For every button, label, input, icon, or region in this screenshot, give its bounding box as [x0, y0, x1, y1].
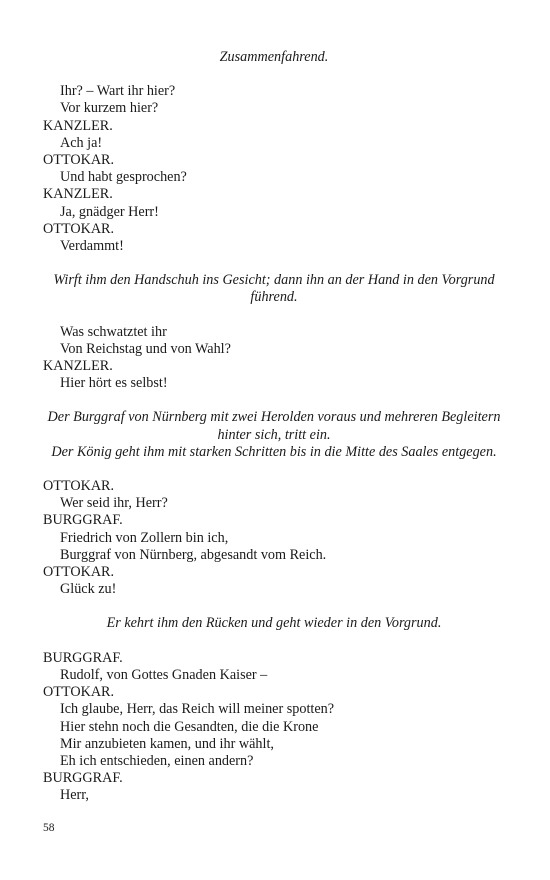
- verse-line: Eh ich entschieden, einen andern?: [60, 752, 254, 769]
- verse-line: Friedrich von Zollern bin ich,: [60, 529, 229, 546]
- verse-line: Glück zu!: [60, 581, 117, 598]
- spacer: [43, 461, 505, 478]
- spacer: [43, 307, 505, 324]
- verse-line: Burggraf von Nürnberg, abgesandt vom Reich.: [60, 546, 327, 563]
- verse-line: Von Reichstag und von Wahl?: [60, 340, 231, 357]
- verse-line: Ich glaube, Herr, das Reich will meiner spotten?: [60, 701, 335, 718]
- verse-line: Verdammt!: [60, 238, 124, 255]
- speaker-name: OTTOKAR.: [43, 564, 115, 581]
- verse-line: Was schwatztet ihr: [60, 323, 167, 340]
- verse-line: Rudolf, von Gottes Gnaden Kaiser –: [60, 666, 268, 683]
- speaker-name: OTTOKAR.: [43, 478, 115, 495]
- play-text: [43, 49, 505, 805]
- verse-line: Ach ja!: [60, 134, 103, 151]
- speaker-name: OTTOKAR.: [43, 152, 115, 169]
- stage-direction: Zusammenfahrend.: [219, 49, 329, 65]
- verse-line: Und habt gesprochen?: [60, 169, 187, 186]
- spacer: [43, 66, 505, 83]
- speaker-name: OTTOKAR.: [43, 220, 115, 237]
- stage-direction: Der König geht ihm mit starken Schritten bis in die Mitte des Saales entgegen.: [51, 443, 497, 460]
- verse-line: Wer seid ihr, Herr?: [60, 495, 168, 512]
- verse-line: Herr,: [60, 787, 89, 804]
- stage-direction: Er kehrt ihm den Rücken und geht wieder in den Vorgrund.: [106, 615, 442, 632]
- speaker-name: KANZLER.: [43, 117, 113, 134]
- speaker-name: OTTOKAR.: [43, 684, 115, 701]
- verse-line: Mir anzubieten kamen, und ihr wählt,: [60, 735, 274, 752]
- spacer: [43, 255, 505, 272]
- page-number: 58: [43, 822, 55, 834]
- stage-direction: Wirft ihm den Handschuh ins Gesicht; dann ihn an der Hand in den Vorgrund führend.: [53, 272, 495, 306]
- verse-line: Vor kurzem hier?: [60, 100, 159, 117]
- spacer: [43, 392, 505, 409]
- spacer: [43, 598, 505, 615]
- speaker-name: BURGGRAF.: [43, 770, 123, 787]
- speaker-name: KANZLER.: [43, 358, 113, 375]
- spacer: [43, 633, 505, 650]
- speaker-name: KANZLER.: [43, 186, 113, 203]
- speaker-name: BURGGRAF.: [43, 512, 123, 529]
- verse-line: Hier hört es selbst!: [60, 375, 168, 392]
- speaker-name: BURGGRAF.: [43, 649, 123, 666]
- verse-line: Ja, gnädger Herr!: [60, 203, 159, 220]
- verse-line: Hier stehn noch die Gesandten, die die Krone: [60, 718, 319, 735]
- verse-line: Ihr? – Wart ihr hier?: [60, 83, 176, 100]
- stage-direction: Der Burggraf von Nürnberg mit zwei Herolden voraus und mehreren Begleitern hinter sich, tritt ein.: [47, 409, 501, 443]
